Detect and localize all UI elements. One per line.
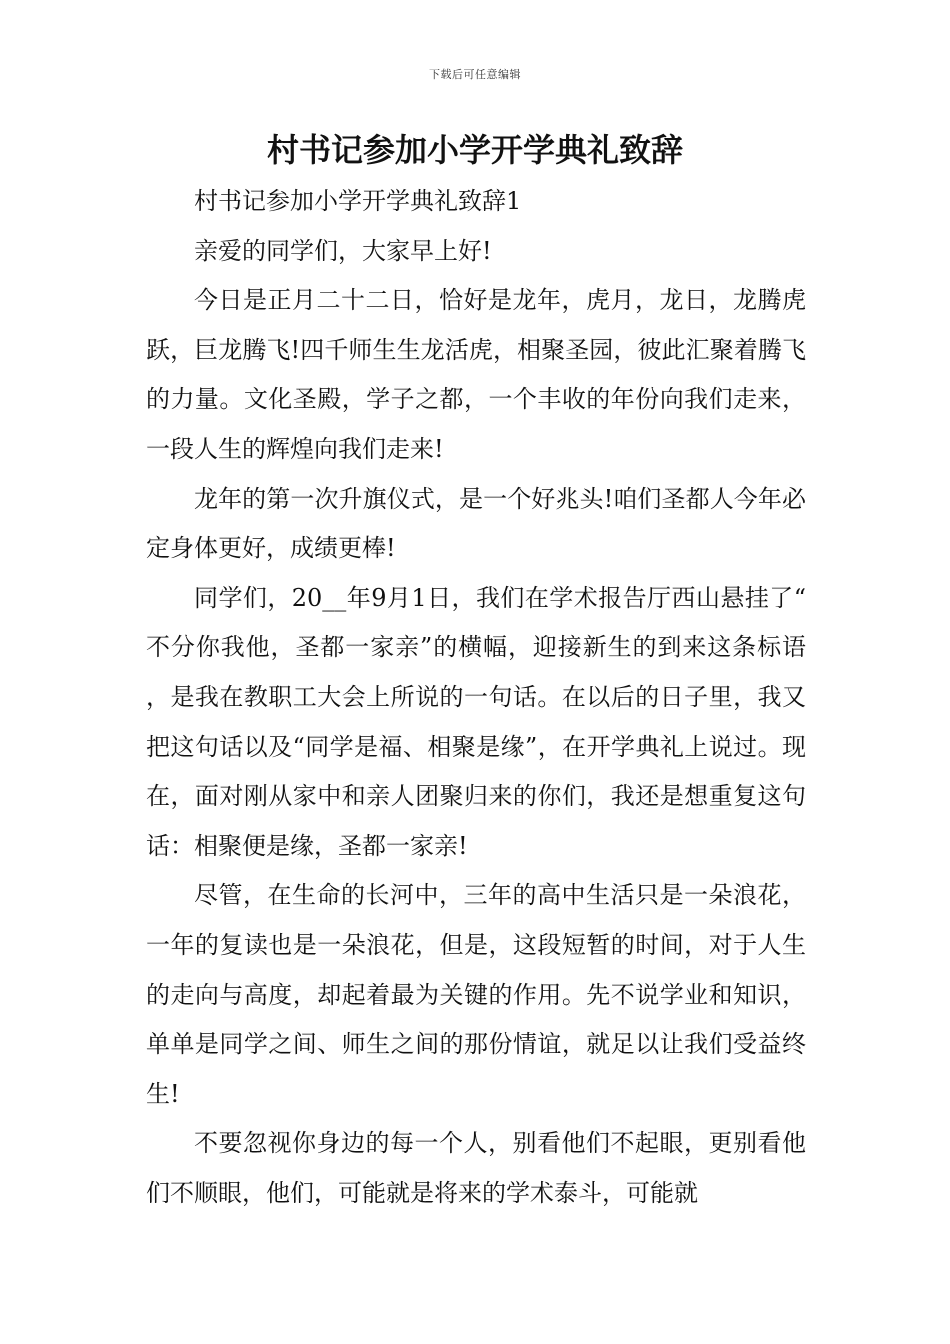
paragraph-banner: 同学们，20__年9月1日，我们在学术报告厅西山悬挂了“不分你我他，圣都一家亲”的横幅，迎接新生的到来这条标语，是我在教职工大会上所说的一句话。在以后的日子里，我又把这句话以及“同学是福、相聚是缘”，在开学典礼上说过。现在，面对刚从家中和亲人团聚归来的你们，我还是想重复这句话：相聚便是缘，圣都一家亲! (146, 583, 806, 860)
paragraph-high-school-life: 尽管，在生命的长河中，三年的高中生活只是一朵浪花，一年的复读也是一朵浪花，但是，这段短暂的时间，对于人生的走向与高度，却起着最为关键的作用。先不说学业和知识，单单是同学之间、师生之间的那份情谊，就足以让我们受益终生! (146, 881, 806, 1108)
document-title: 村书记参加小学开学典礼致辞 (266, 131, 683, 169)
paragraph-date: 今日是正月二十二日，恰好是龙年，虎月，龙日，龙腾虎跃，巨龙腾飞!四千师生生龙活虎，相聚圣园，彼此汇聚着腾飞的力量。文化圣殿，学子之都，一个丰收的年份向我们走来，一段人生的辉煌向我们走来! (146, 286, 806, 463)
paragraph-classmates: 不要忽视你身边的每一个人，别看他们不起眼，更别看他们不顺眼，他们，可能就是将来的学术泰斗，可能就 (146, 1129, 806, 1207)
paragraph-greeting: 亲爱的同学们，大家早上好! (194, 236, 492, 265)
paragraph-flag-ceremony: 龙年的第一次升旗仪式，是一个好兆头!咱们圣都人今年必定身体更好，成绩更棒! (146, 484, 806, 563)
page-header-note: 下载后可任意编辑 (429, 68, 521, 81)
document-subtitle: 村书记参加小学开学典礼致辞1 (194, 187, 522, 215)
document-body (146, 177, 806, 1218)
